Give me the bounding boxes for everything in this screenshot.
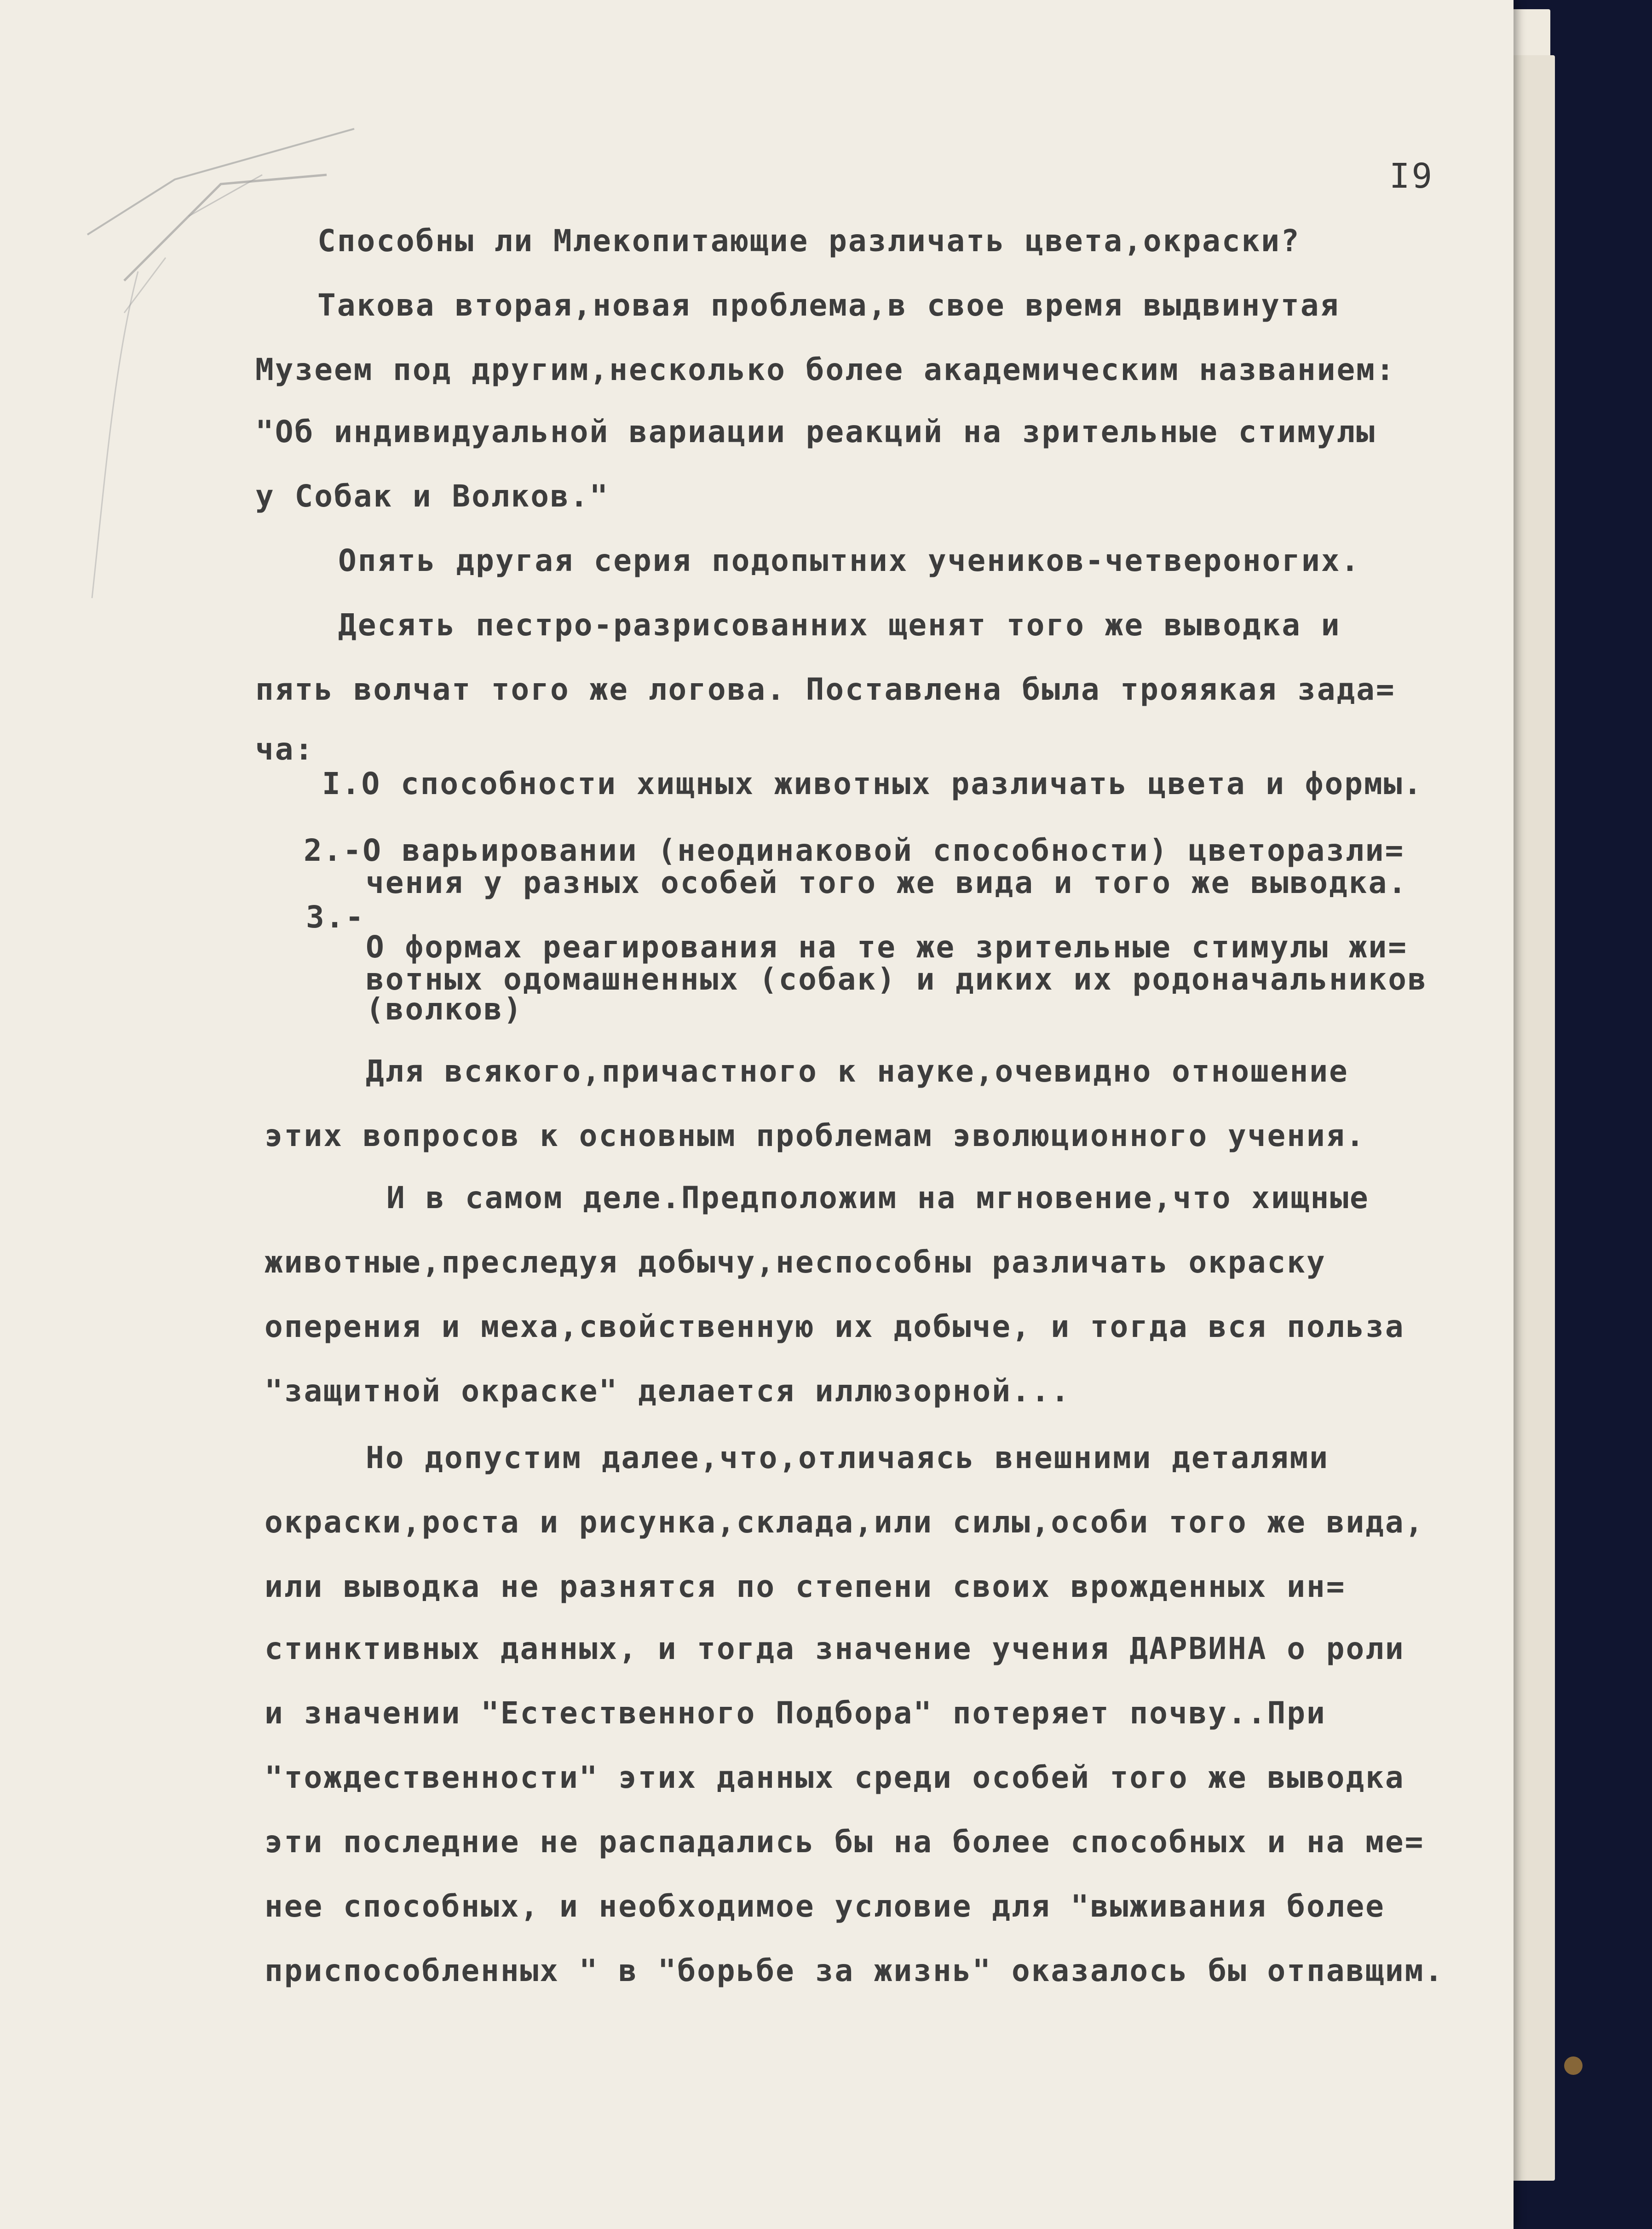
- text-line: стинктивных данных, и тогда значение учения ДАРВИНА о роли: [265, 1631, 1405, 1666]
- text-line: и значении "Естественного Подбора" потеряет почву..При: [265, 1695, 1326, 1731]
- text-line: чения у разных особей того же вида и того же выводка.: [366, 865, 1408, 900]
- text-line: у Собак и Волков.": [255, 478, 610, 514]
- text-line: окраски,роста и рисунка,склада,или силы,особи того же вида,: [265, 1504, 1425, 1540]
- text-line: Для всякого,причастного к науке,очевидно отношение: [366, 1054, 1349, 1089]
- text-line: пять волчат того же логова. Поставлена была трояякая зада=: [255, 672, 1396, 707]
- text-line: "тождественности" этих данных среди особей того же выводка: [265, 1760, 1405, 1795]
- list-item: I.О способности хищных животных различать цвета и формы.: [322, 766, 1423, 801]
- text-line: оперения и меха,свойственную их добыче, и тогда вся польза: [265, 1309, 1405, 1344]
- text-line: "Об индивидуальной вариации реакций на зрительные стимулы: [255, 414, 1376, 449]
- text-line: эти последние не распадались бы на более способных и на ме=: [265, 1824, 1425, 1860]
- list-item: 2.-О варьировании (неодинаковой способности) цветоразли=: [304, 833, 1405, 868]
- text-line: этих вопросов к основным проблемам эволюционного учения.: [265, 1118, 1366, 1153]
- page-number: I9: [1389, 156, 1434, 196]
- text-line: нее способных, и необходимое условие для "выживания более: [265, 1889, 1385, 1924]
- text-line: Такова вторая,новая проблема,в свое время выдвинутая: [317, 288, 1340, 323]
- text-line: (волков): [366, 991, 523, 1027]
- text-line: И в самом деле.Предположим на мгновение,что хищные: [386, 1180, 1370, 1215]
- text-line: "защитной окраске" делается иллюзорной...: [265, 1373, 1071, 1409]
- text-line: О формах реагирования на те же зрительные стимулы жи=: [366, 929, 1408, 965]
- text-line: животные,преследуя добычу,неспособны различать окраску: [265, 1244, 1326, 1280]
- list-item: 3.-: [306, 899, 365, 935]
- text-line: приспособленных " в "борьбе за жизнь" оказалось бы отпавщим.: [265, 1953, 1445, 1988]
- text-line: вотных одомашненных (собак) и диких их родоначальников: [366, 962, 1428, 997]
- text-line: Музеем под другим,несколько более академическим названием:: [255, 352, 1396, 387]
- text-line: ча:: [255, 731, 315, 767]
- text-line: или выводка не разнятся по степени своих врожденных ин=: [265, 1569, 1346, 1604]
- text-line: Но допустим далее,что,отличаясь внешними деталями: [366, 1440, 1330, 1475]
- paper-stain: [1564, 2056, 1583, 2075]
- text-line: Опять другая серия подопытних учеников-четвероногих.: [338, 543, 1361, 578]
- text-line: Десять пестро-разрисованних щенят того же выводка и: [338, 607, 1341, 643]
- text-line: Способны ли Млекопитающие различать цвета,окраски?: [317, 223, 1301, 259]
